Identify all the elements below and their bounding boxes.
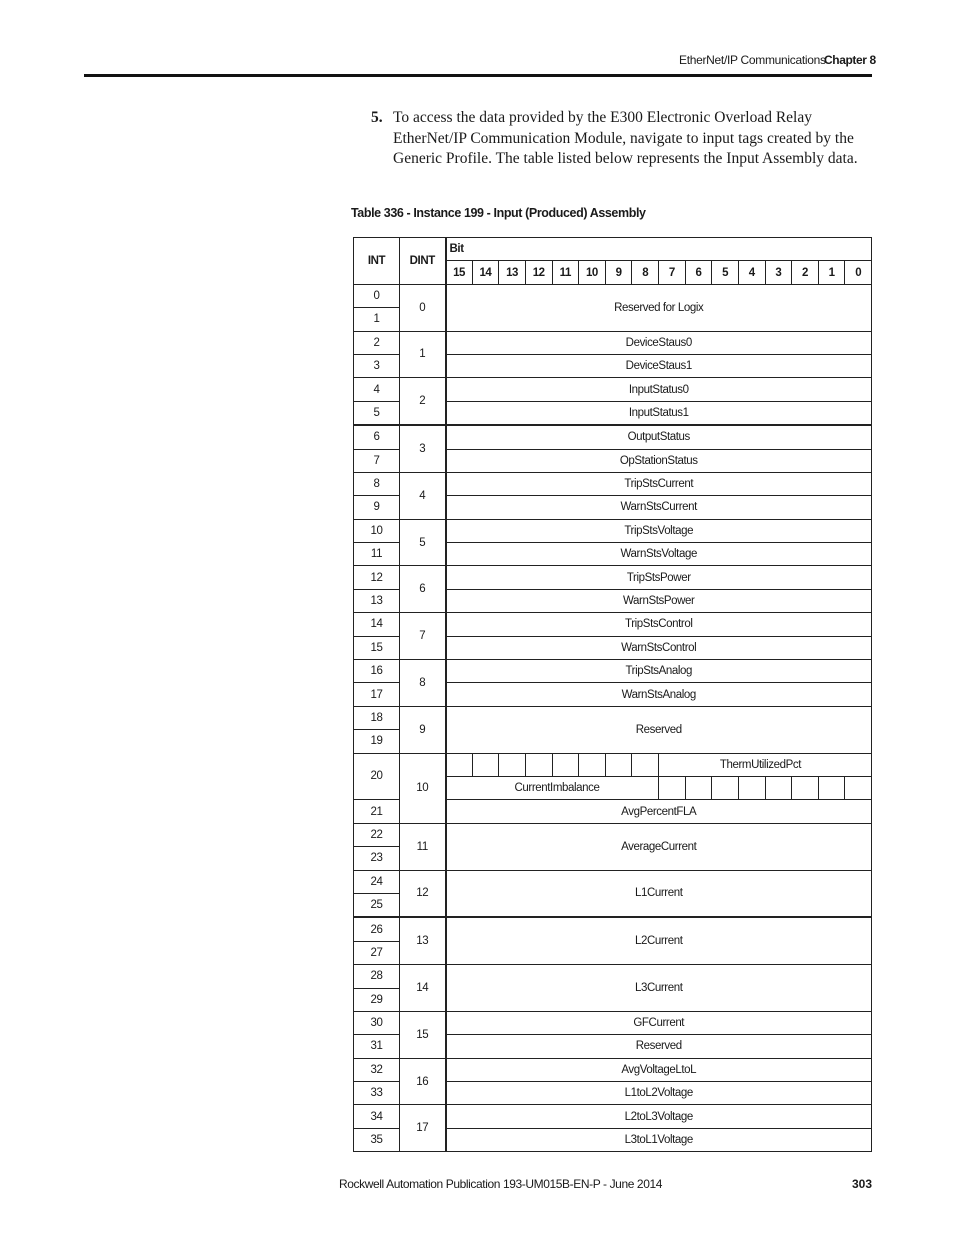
table-row	[354, 613, 872, 636]
empty-bit-cell	[472, 753, 499, 776]
int-cell: 32	[354, 1058, 400, 1081]
int-cell: 20	[354, 753, 400, 800]
footer-publication: Rockwell Automation Publication 193-UM015B-EN-P - June 2014	[339, 1177, 663, 1191]
int-cell: 28	[354, 965, 400, 988]
bit-number: 9	[605, 261, 632, 284]
empty-bit-cell	[579, 753, 606, 776]
bit-number: 2	[792, 261, 819, 284]
header-rule	[84, 74, 872, 77]
table-row	[354, 753, 872, 776]
bit-number: 6	[685, 261, 712, 284]
dint-cell: 6	[400, 566, 446, 613]
bit-number: 11	[552, 261, 579, 284]
field-label: L3Current	[446, 965, 872, 1012]
int-cell: 23	[354, 847, 400, 870]
int-cell: 31	[354, 1035, 400, 1058]
field-label: OutputStatus	[446, 425, 872, 449]
int-cell: 8	[354, 472, 400, 495]
table-row	[354, 1011, 872, 1034]
int-cell: 25	[354, 893, 400, 917]
field-label: AverageCurrent	[446, 823, 872, 870]
int-cell: 3	[354, 354, 400, 377]
header-row	[354, 238, 872, 261]
field-label: InputStatus1	[446, 401, 872, 425]
int-cell: 2	[354, 331, 400, 354]
dint-cell: 15	[400, 1011, 446, 1058]
field-label: WarnStsAnalog	[446, 683, 872, 706]
int-cell: 10	[354, 519, 400, 542]
field-label: Reserved for Logix	[446, 284, 872, 331]
field-label: L1toL2Voltage	[446, 1082, 872, 1105]
int-cell: 30	[354, 1011, 400, 1034]
table-row	[354, 823, 872, 846]
empty-bit-cell	[765, 776, 792, 799]
dint-cell: 17	[400, 1105, 446, 1152]
table-row	[354, 284, 872, 307]
header-chapter: Chapter 8	[824, 53, 876, 67]
bit-number: 0	[845, 261, 872, 284]
field-label: WarnStsControl	[446, 636, 872, 659]
step-number: 5.	[371, 109, 383, 126]
bit-number: 3	[765, 261, 792, 284]
header-section-title: EtherNet/IP Communications	[679, 53, 826, 67]
footer-page-number: 303	[852, 1177, 873, 1191]
int-cell: 29	[354, 988, 400, 1011]
empty-bit-cell	[792, 776, 819, 799]
empty-bit-cell	[552, 753, 579, 776]
int-cell: 12	[354, 566, 400, 589]
dint-cell: 7	[400, 613, 446, 660]
table-row	[354, 378, 872, 401]
table-row	[354, 519, 872, 542]
field-label: L3toL1Voltage	[446, 1128, 872, 1151]
bit-column-header: Bit	[446, 238, 872, 261]
int-cell: 9	[354, 496, 400, 519]
empty-bit-cell	[605, 753, 632, 776]
field-label: WarnStsCurrent	[446, 496, 872, 519]
field-label: ThermUtilizedPct	[659, 753, 872, 776]
field-label: L1Current	[446, 870, 872, 917]
bit-number: 12	[525, 261, 552, 284]
table-row	[354, 331, 872, 354]
int-cell: 15	[354, 636, 400, 659]
int-cell: 0	[354, 284, 400, 307]
field-label: InputStatus0	[446, 378, 872, 401]
table-row	[354, 660, 872, 683]
bit-number: 8	[632, 261, 659, 284]
field-label: Reserved	[446, 1035, 872, 1058]
field-label: WarnStsPower	[446, 589, 872, 612]
empty-bit-cell	[499, 753, 526, 776]
empty-bit-cell	[446, 753, 473, 776]
field-label: GFCurrent	[446, 1011, 872, 1034]
bit-number: 15	[446, 261, 473, 284]
int-cell: 1	[354, 308, 400, 331]
int-cell: 33	[354, 1082, 400, 1105]
step-paragraph	[371, 108, 873, 170]
input-assembly-table	[353, 237, 872, 1152]
dint-cell: 16	[400, 1058, 446, 1105]
bit-number: 14	[472, 261, 499, 284]
field-label: L2toL3Voltage	[446, 1105, 872, 1128]
int-cell: 19	[354, 730, 400, 753]
field-label: AvgPercentFLA	[446, 800, 872, 823]
field-label: TripStsAnalog	[446, 660, 872, 683]
table-row	[354, 425, 872, 449]
empty-bit-cell	[818, 776, 845, 799]
dint-cell: 13	[400, 917, 446, 964]
field-label: DeviceStaus1	[446, 354, 872, 377]
int-cell: 18	[354, 706, 400, 729]
dint-cell: 4	[400, 472, 446, 519]
empty-bit-cell	[632, 753, 659, 776]
int-column-header: INT	[354, 238, 400, 285]
int-cell: 35	[354, 1128, 400, 1151]
int-cell: 7	[354, 449, 400, 472]
int-cell: 21	[354, 800, 400, 823]
table-caption: Table 336 - Instance 199 - Input (Produced) Assembly	[351, 206, 646, 220]
int-cell: 5	[354, 401, 400, 425]
empty-bit-cell	[738, 776, 765, 799]
int-cell: 13	[354, 589, 400, 612]
table-row	[354, 870, 872, 893]
field-label: L2Current	[446, 917, 872, 964]
bit-number: 13	[499, 261, 526, 284]
int-cell: 16	[354, 660, 400, 683]
field-label: TripStsPower	[446, 566, 872, 589]
table-row	[354, 706, 872, 729]
field-label: TripStsVoltage	[446, 519, 872, 542]
int-cell: 34	[354, 1105, 400, 1128]
int-cell: 22	[354, 823, 400, 846]
empty-bit-cell	[685, 776, 712, 799]
empty-bit-cell	[845, 776, 872, 799]
empty-bit-cell	[712, 776, 739, 799]
field-label: AvgVoltageLtoL	[446, 1058, 872, 1081]
dint-cell: 12	[400, 870, 446, 917]
int-cell: 6	[354, 425, 400, 449]
dint-cell: 3	[400, 425, 446, 472]
table-row	[354, 1105, 872, 1128]
bit-number: 7	[659, 261, 686, 284]
field-label: TripStsCurrent	[446, 472, 872, 495]
int-cell: 17	[354, 683, 400, 706]
table-row	[354, 472, 872, 495]
empty-bit-cell	[659, 776, 686, 799]
field-label: WarnStsVoltage	[446, 543, 872, 566]
dint-cell: 0	[400, 284, 446, 331]
dint-cell: 9	[400, 706, 446, 753]
dint-column-header: DINT	[400, 238, 446, 285]
dint-cell: 2	[400, 378, 446, 425]
table-body	[354, 238, 872, 1152]
field-label: CurrentImbalance	[446, 776, 659, 799]
bit-number: 5	[712, 261, 739, 284]
dint-cell: 11	[400, 823, 446, 870]
int-cell: 27	[354, 941, 400, 964]
bit-number: 1	[818, 261, 845, 284]
empty-bit-cell	[525, 753, 552, 776]
int-cell: 11	[354, 543, 400, 566]
dint-cell: 5	[400, 519, 446, 566]
dint-cell: 14	[400, 965, 446, 1012]
dint-cell: 8	[400, 660, 446, 707]
table-row	[354, 965, 872, 988]
int-cell: 4	[354, 378, 400, 401]
dint-cell: 10	[400, 753, 446, 823]
table-row	[354, 1058, 872, 1081]
field-label: Reserved	[446, 706, 872, 753]
bit-number: 10	[579, 261, 606, 284]
step-text: To access the data provided by the E300 Electronic Overload Relay EtherNet/IP Communication Module, navigate to input tags created by the Generic Profile. The table listed below represents the Input Assembly data.	[393, 109, 858, 167]
dint-cell: 1	[400, 331, 446, 378]
field-label: TripStsControl	[446, 613, 872, 636]
int-cell: 26	[354, 917, 400, 941]
int-cell: 24	[354, 870, 400, 893]
table-row	[354, 566, 872, 589]
field-label: OpStationStatus	[446, 449, 872, 472]
field-label: DeviceStaus0	[446, 331, 872, 354]
int-cell: 14	[354, 613, 400, 636]
bit-number: 4	[738, 261, 765, 284]
table-row	[354, 917, 872, 941]
